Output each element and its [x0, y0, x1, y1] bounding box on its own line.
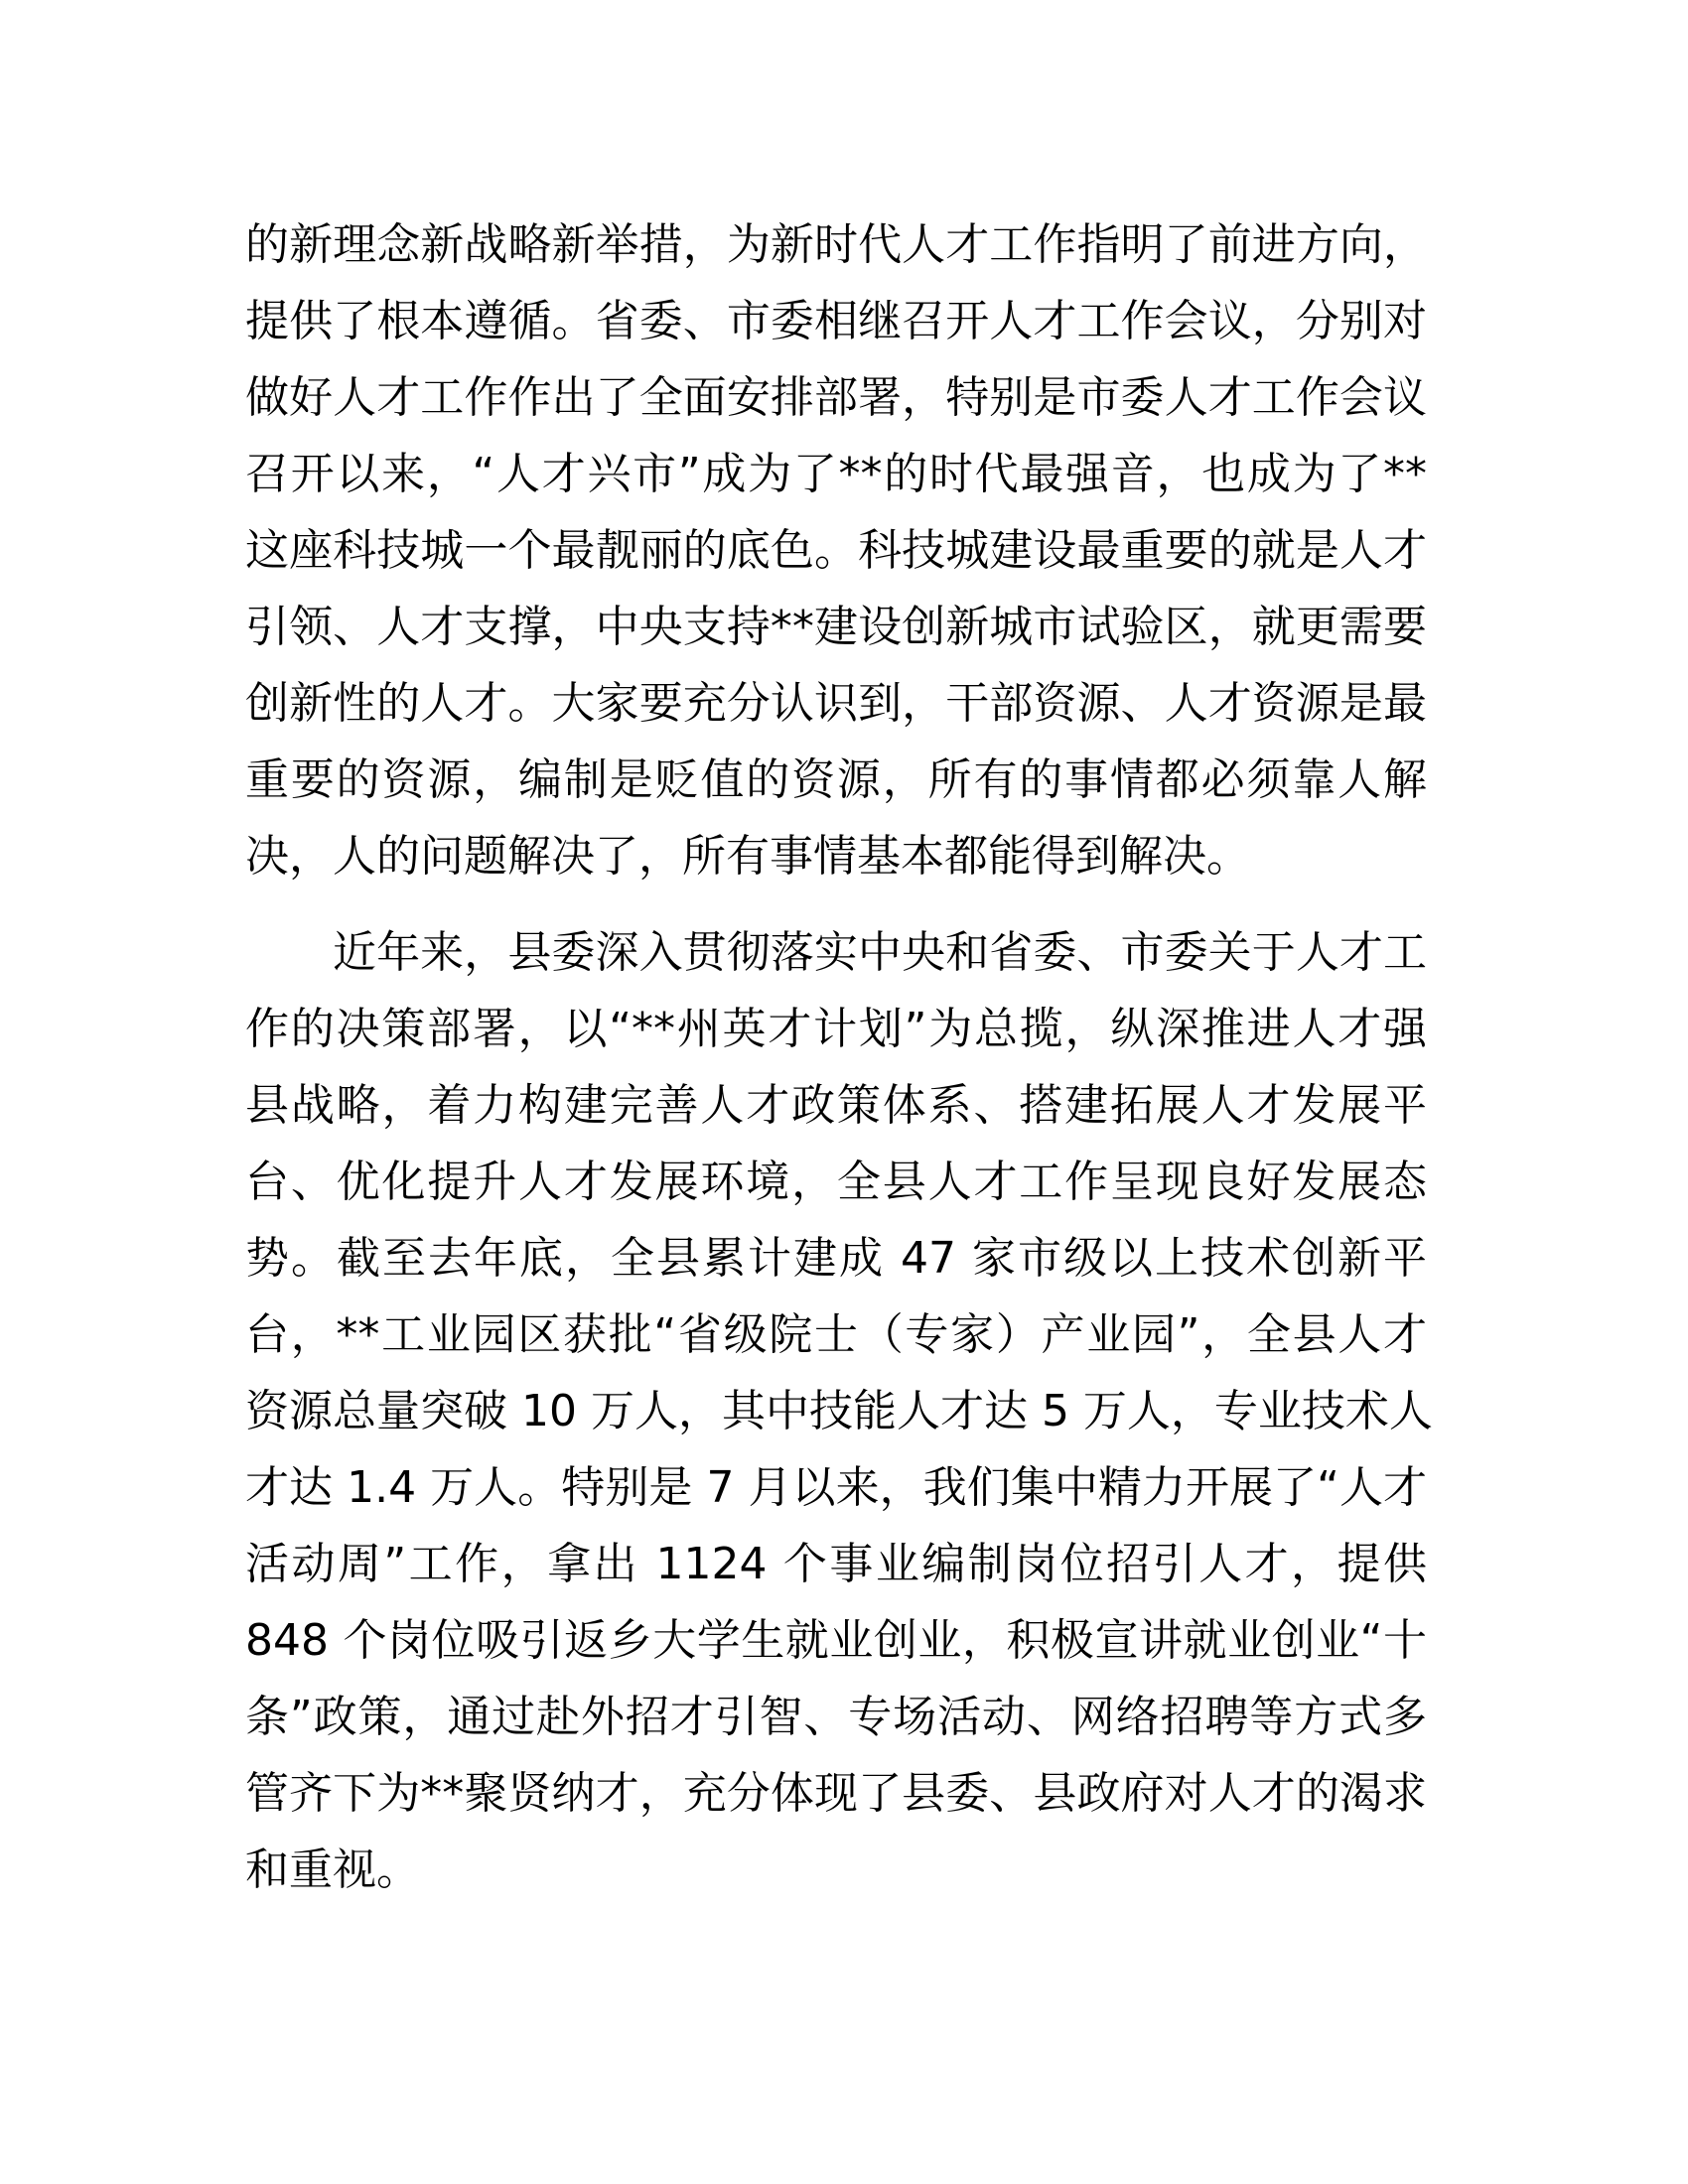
- text-line: 台、优化提升人才发展环境，全县人才工作呈现良好发展态: [245, 1157, 1427, 1207]
- text-line: 创新性的人才。大家要充分认识到，干部资源、人才资源是最: [245, 678, 1427, 729]
- document-page: [245, 206, 1433, 1908]
- text-line: 作的决策部署，以“**州英才计划”为总揽，纵深推进人才强: [245, 1004, 1427, 1054]
- body-paragraph: [245, 206, 1427, 894]
- text-line: 决，人的问题解决了，所有事情基本都能得到解决。: [245, 831, 1250, 882]
- text-line: 才达 1.4 万人。特别是 7 月以来，我们集中精力开展了“人才: [245, 1462, 1427, 1513]
- text-line: 近年来，县委深入贯彻落实中央和省委、市委关于人才工: [333, 927, 1427, 978]
- text-line: 活动周”工作，拿出 1124 个事业编制岗位招引人才，提供: [245, 1539, 1427, 1589]
- text-line: 县战略，着力构建完善人才政策体系、搭建拓展人才发展平: [245, 1080, 1427, 1131]
- text-line: 重要的资源，编制是贬值的资源，所有的事情都必须靠人解: [245, 754, 1427, 805]
- text-line: 和重视。: [245, 1844, 420, 1895]
- text-line: 引领、人才支撑，中央支持**建设创新城市试验区，就更需要: [245, 602, 1427, 652]
- text-line: 召开以来，“人才兴市”成为了**的时代最强音，也成为了**: [245, 449, 1427, 499]
- text-line: 848 个岗位吸引返乡大学生就业创业，积极宣讲就业创业“十: [245, 1615, 1427, 1666]
- text-line: 这座科技城一个最靓丽的底色。科技城建设最重要的就是人才: [245, 525, 1427, 576]
- text-line: 做好人才工作作出了全面安排部署，特别是市委人才工作会议: [245, 372, 1427, 423]
- text-line: 管齐下为**聚贤纳才，充分体现了县委、县政府对人才的渴求: [245, 1768, 1427, 1819]
- text-line: 势。截至去年底，全县累计建成 47 家市级以上技术创新平: [245, 1233, 1427, 1284]
- text-line: 提供了根本遵循。省委、市委相继召开人才工作会议，分别对: [245, 296, 1427, 346]
- text-line: 条”政策，通过赴外招才引智、专场活动、网络招聘等方式多: [245, 1692, 1427, 1742]
- body-paragraph: [245, 914, 1433, 1908]
- text-line: 的新理念新战略新举措，为新时代人才工作指明了前进方向，: [245, 219, 1427, 270]
- text-line: 资源总量突破 10 万人，其中技能人才达 5 万人，专业技术人: [245, 1386, 1433, 1436]
- text-line: 台，**工业园区获批“省级院士（专家）产业园”，全县人才: [245, 1309, 1427, 1360]
